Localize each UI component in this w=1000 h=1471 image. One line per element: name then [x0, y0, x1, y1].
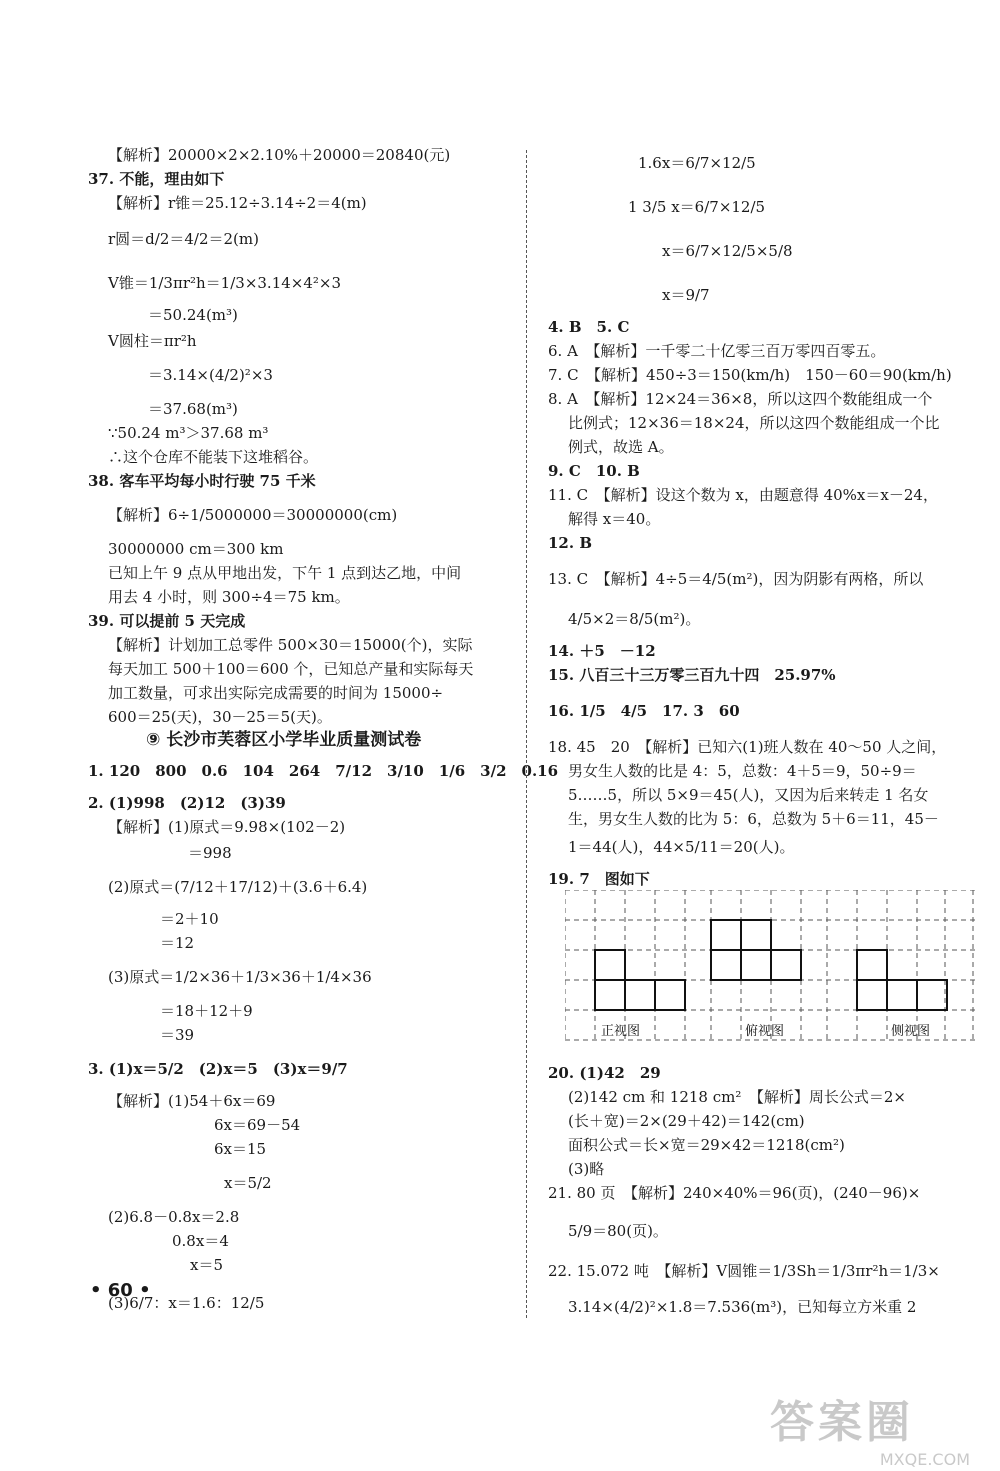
right-line: 13. C 【解析】4÷5＝4/5(m²)，因为阴影有两格，所以 [548, 570, 924, 588]
watermark-url: MXQE.COM [879, 1450, 970, 1469]
right-line: 6. A 【解析】一千零二十亿零三百万零四百零五。 [548, 342, 886, 360]
right-line: 面积公式＝长×宽＝29×42＝1218(cm²) [568, 1136, 845, 1154]
left-line: (2)6.8－0.8x＝2.8 [108, 1208, 240, 1226]
left-line: 已知上午 9 点从甲地出发，下午 1 点到达乙地，中间 [108, 564, 462, 582]
left-line: 每天加工 500＋100＝600 个，已知总产量和实际每天 [108, 660, 474, 678]
left-line: ＝12 [160, 934, 195, 952]
right-line: 5……5，所以 5×9＝45(人)，又因为后来转走 1 名女 [568, 786, 929, 804]
left-line: ＝39 [160, 1026, 195, 1044]
right-line: 4/5×2＝8/5(m²)。 [568, 610, 701, 628]
right-line: 1.6x＝6/7×12/5 [638, 154, 756, 172]
left-line: V圆柱＝πr²h [108, 332, 197, 350]
right-line: 21. 80 页 【解析】240×40%＝96(页)，(240－96)× [548, 1184, 921, 1202]
side-view-label: 侧视图 [891, 1024, 931, 1039]
right-line: 9. C 10. B [548, 462, 640, 480]
left-line: ＝2＋10 [160, 910, 219, 928]
left-line: r圆＝d/2＝4/2＝2(m) [108, 230, 259, 248]
page-number: • 60 • [90, 1280, 151, 1301]
top-view-shape [711, 920, 801, 980]
right-line: 解得 x＝40。 [568, 510, 661, 528]
right-line: (长＋宽)＝2×(29＋42)＝142(cm) [568, 1112, 805, 1130]
watermark-title: 答案圈 [770, 1397, 914, 1448]
left-line: 6x＝69－54 [214, 1116, 301, 1134]
right-line: x＝9/7 [662, 286, 710, 304]
right-line: 22. 15.072 吨 【解析】V圆锥＝1/3Sh＝1/3πr²h＝1/3× [548, 1262, 940, 1280]
left-line: 30000000 cm＝300 km [108, 540, 284, 558]
side-view-shape [857, 950, 947, 1010]
left-line: x＝5 [190, 1256, 224, 1274]
left-line: ∴这个仓库不能装下这堆稻谷。 [108, 448, 319, 466]
right-line: (3)略 [568, 1160, 605, 1178]
right-line: x＝6/7×12/5×5/8 [662, 242, 793, 260]
left-line: 6x＝15 [214, 1140, 267, 1158]
column-divider [526, 150, 527, 1318]
left-line: ＝50.24(m³) [148, 306, 238, 324]
right-line: 14. ＋5 －12 [548, 642, 656, 660]
left-line: 【解析】20000×2×2.10%＋20000＝20840(元) [108, 146, 451, 164]
left-line: 2. (1)998 (2)12 (3)39 [88, 794, 286, 812]
three-view-figure [565, 890, 975, 1042]
left-line: ＝3.14×(4/2)²×3 [148, 366, 273, 384]
left-line: 【解析】6÷1/5000000＝30000000(cm) [108, 506, 398, 524]
front-view-shape [595, 950, 685, 1010]
right-line: 4. B 5. C [548, 318, 630, 336]
right-line: 11. C 【解析】设这个数为 x，由题意得 40%x＝x－24， [548, 486, 938, 504]
left-line: 用去 4 小时，则 300÷4＝75 km。 [108, 588, 350, 606]
left-line: (3)原式＝1/2×36＋1/3×36＋1/4×36 [108, 968, 372, 986]
left-line: 37. 不能，理由如下 [88, 170, 225, 188]
right-line: 18. 45 20 【解析】已知六(1)班人数在 40～50 人之间， [548, 738, 947, 756]
left-line: 【解析】(1)54＋6x＝69 [108, 1092, 276, 1110]
left-line: 【解析】(1)原式＝9.98×(102－2) [108, 818, 346, 836]
left-line: 【解析】计划加工总零件 500×30＝15000(个)，实际 [108, 636, 473, 654]
right-line: 20. (1)42 29 [548, 1064, 661, 1082]
right-line: 5/9＝80(页)。 [568, 1222, 668, 1240]
left-line: ＝37.68(m³) [148, 400, 238, 418]
right-line: 8. A 【解析】12×24＝36×8，所以这四个数能组成一个 [548, 390, 933, 408]
left-line: 38. 客车平均每小时行驶 75 千米 [88, 472, 316, 490]
left-line: 3. (1)x＝5/2 (2)x＝5 (3)x＝9/7 [88, 1060, 348, 1078]
right-line: 1 3/5 x＝6/7×12/5 [628, 198, 766, 216]
right-line: 1＝44(人)，44×5/11＝20(人)。 [568, 838, 795, 856]
left-line: ⑨ 长沙市芙蓉区小学毕业质量测试卷 [146, 730, 422, 750]
right-line: 12. B [548, 534, 592, 552]
left-line: 加工数量，可求出实际完成需要的时间为 15000÷ [108, 684, 444, 702]
left-line: ＝998 [188, 844, 232, 862]
right-line: 例式，故选 A。 [568, 438, 674, 456]
left-line: 0.8x＝4 [172, 1232, 229, 1250]
right-line: (2)142 cm 和 1218 cm² 【解析】周长公式＝2× [568, 1088, 906, 1106]
left-line: 600＝25(天)，30－25＝5(天)。 [108, 708, 332, 726]
right-line: 3.14×(4/2)²×1.8＝7.536(m³)，已知每立方米重 2 [568, 1298, 917, 1316]
left-line: (2)原式＝(7/12＋17/12)＋(3.6＋6.4) [108, 878, 368, 896]
left-line: 【解析】r锥＝25.12÷3.14÷2＝4(m) [108, 194, 367, 212]
right-line: 男女生人数的比是 4：5，总数：4＋5＝9，50÷9＝ [568, 762, 917, 780]
top-view-label: 俯视图 [745, 1024, 785, 1039]
right-line: 19. 7 图如下 [548, 870, 650, 888]
left-line: x＝5/2 [224, 1174, 272, 1192]
right-line: 16. 1/5 4/5 17. 3 60 [548, 702, 740, 720]
right-line: 15. 八百三十三万零三百九十四 25.97% [548, 666, 836, 684]
front-view-label: 正视图 [601, 1024, 641, 1039]
left-line: 1. 120 800 0.6 104 264 7/12 3/10 1/6 3/2 0.16 [88, 762, 559, 780]
left-line: ∵50.24 m³＞37.68 m³ [108, 424, 269, 442]
right-line: 比例式；12×36＝18×24，所以这四个数能组成一个比 [568, 414, 940, 432]
left-line: (3)6/7：x＝1.6：12/5 [108, 1294, 265, 1312]
right-line: 生，男女生人数的比为 5：6，总数为 5＋6＝11，45－ [568, 810, 939, 828]
left-line: 39. 可以提前 5 天完成 [88, 612, 246, 630]
left-line: ＝18＋12＋9 [160, 1002, 253, 1020]
right-line: 7. C 【解析】450÷3＝150(km/h) 150－60＝90(km/h) [548, 366, 952, 384]
left-line: V锥＝1/3πr²h＝1/3×3.14×4²×3 [108, 274, 342, 292]
watermark-logo [770, 1386, 970, 1469]
